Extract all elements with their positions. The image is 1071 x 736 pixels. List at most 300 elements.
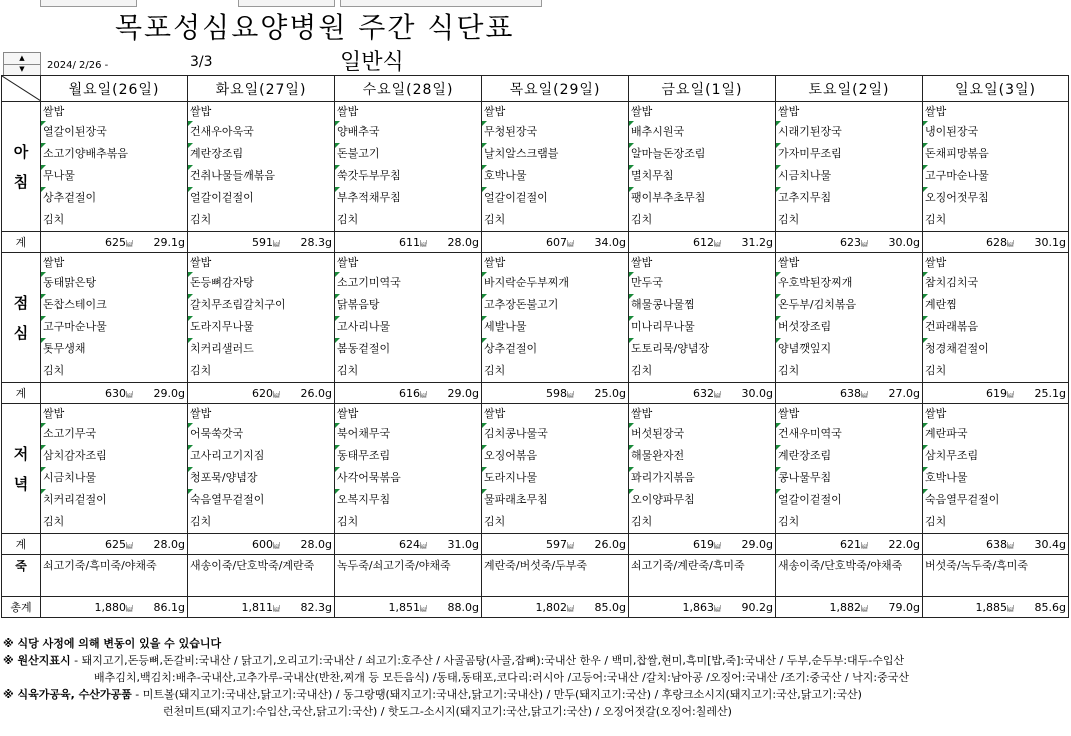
menu-item-text: 세발나물: [484, 320, 527, 333]
menu-item: [41, 360, 187, 382]
menu-item: [335, 102, 481, 121]
comment-marker-icon: [482, 489, 487, 494]
comment-marker-icon: [629, 143, 634, 148]
menu-item: [923, 316, 1068, 338]
comment-marker-icon: [629, 272, 634, 277]
menu-item: [629, 338, 775, 360]
menu-item: [923, 360, 1068, 382]
menu-item: [335, 338, 481, 360]
note-origin-label: ※ 원산지표시: [3, 654, 71, 667]
menu-item: [776, 272, 922, 294]
day-header: 금요일(1일): [629, 76, 776, 102]
menu-item: [776, 404, 922, 423]
menu-cell: [776, 404, 923, 534]
menu-item-text: 상추겉절이: [484, 342, 538, 355]
menu-item: [629, 253, 775, 272]
day-header: 수요일(28일): [335, 76, 482, 102]
subtotal-row: [2, 534, 1069, 555]
menu-item-text: 쌀밥: [925, 407, 947, 420]
menu-item: [776, 121, 922, 143]
comment-marker-icon: [923, 316, 928, 321]
menu-cell: [41, 102, 188, 232]
menu-item-text: 바지락순두부찌개: [484, 276, 570, 289]
menu-item-text: 김치: [925, 364, 947, 377]
comment-marker-icon: [482, 121, 487, 126]
kcal-unit: ㎉: [273, 239, 280, 248]
menu-item-text: 건파래볶음: [925, 320, 979, 333]
kcal-number: 632: [693, 386, 714, 400]
menu-item: [776, 467, 922, 489]
comment-marker-icon: [482, 165, 487, 170]
spin-down-icon[interactable]: ▼: [19, 65, 25, 73]
menu-item-text: 삼치무조림: [925, 449, 979, 462]
total-row: [2, 597, 1069, 618]
kcal-unit: ㎉: [714, 604, 721, 613]
comment-marker-icon: [776, 272, 781, 277]
menu-item-text: 동태무조림: [337, 449, 391, 462]
kcal-number: 1,851: [388, 600, 420, 614]
kcal-number: 591: [252, 235, 273, 249]
porridge-cell: 쇠고기죽/흑미죽/야채죽: [41, 555, 188, 597]
menu-item: [335, 511, 481, 533]
kcal-unit: ㎉: [126, 239, 133, 248]
subtotal-row: [2, 383, 1069, 404]
menu-item-text: 고사리나물: [337, 320, 391, 333]
total-cell: [482, 597, 629, 618]
menu-item: [335, 187, 481, 209]
menu-item: [188, 143, 334, 165]
kcal-number: 616: [399, 386, 420, 400]
menu-cell: [482, 404, 629, 534]
kcal-number: 600: [252, 537, 273, 551]
menu-item: [923, 294, 1068, 316]
menu-item-text: 동태맑은탕: [43, 276, 97, 289]
menu-item-text: 쌀밥: [925, 105, 947, 118]
menu-item-text: 쌀밥: [43, 105, 65, 118]
menu-item-text: 시금치나물: [778, 169, 832, 182]
kcal-unit: ㎉: [420, 604, 427, 613]
kcal-value: [85, 538, 133, 551]
menu-item: [776, 360, 922, 382]
menu-item-text: 봄동겉절이: [337, 342, 391, 355]
comment-marker-icon: [776, 121, 781, 126]
menu-item-text: 계란장조림: [778, 449, 832, 462]
kcal-value: [526, 538, 574, 551]
menu-item-text: 김치: [778, 364, 800, 377]
kcal-number: 1,880: [94, 600, 126, 614]
menu-item: [923, 253, 1068, 272]
comment-marker-icon: [188, 467, 193, 472]
menu-item-text: 시래기된장국: [778, 125, 842, 138]
total-protein: 86.1g: [153, 600, 185, 614]
protein-value: 30.4g: [1034, 537, 1066, 551]
menu-item: [776, 143, 922, 165]
comment-marker-icon: [335, 294, 340, 299]
menu-type: 일반식: [340, 50, 404, 75]
comment-marker-icon: [41, 316, 46, 321]
menu-item-text: 호박나물: [925, 471, 968, 484]
comment-marker-icon: [482, 272, 487, 277]
menu-item-text: 양념깻잎지: [778, 342, 832, 355]
menu-item-text: 미나리무나물: [631, 320, 695, 333]
menu-cell: [188, 102, 335, 232]
menu-item-text: 계란파국: [925, 427, 968, 440]
menu-item-text: 무청된장국: [484, 125, 538, 138]
kcal-number: 1,802: [535, 600, 567, 614]
comment-marker-icon: [188, 165, 193, 170]
subtotal-cell: [188, 232, 335, 253]
menu-cell: [41, 404, 188, 534]
menu-cell: [482, 253, 629, 383]
comment-marker-icon: [629, 338, 634, 343]
menu-item: [482, 445, 628, 467]
menu-item: [923, 209, 1068, 231]
menu-item: [923, 102, 1068, 121]
kcal-value: [379, 236, 427, 249]
menu-item-text: 가자미무조림: [778, 147, 842, 160]
comment-marker-icon: [629, 187, 634, 192]
menu-item: [482, 316, 628, 338]
comment-marker-icon: [41, 272, 46, 277]
total-label: 총계: [2, 597, 41, 618]
day-header: 화요일(27일): [188, 76, 335, 102]
comment-marker-icon: [335, 165, 340, 170]
menu-cell: [776, 253, 923, 383]
menu-item: [335, 445, 481, 467]
comment-marker-icon: [923, 489, 928, 494]
kcal-unit: ㎉: [126, 604, 133, 613]
spin-up-icon[interactable]: ▲: [4, 53, 40, 65]
comment-marker-icon: [923, 121, 928, 126]
date-spinner[interactable]: [3, 52, 41, 76]
menu-item-text: 양배추국: [337, 125, 380, 138]
menu-item-text: 고추지무침: [778, 191, 832, 204]
menu-item-text: 쌀밥: [925, 256, 947, 269]
menu-item: [923, 423, 1068, 445]
menu-item: [923, 187, 1068, 209]
menu-item-text: 도라지나물: [484, 471, 538, 484]
menu-item: [188, 165, 334, 187]
menu-item: [188, 272, 334, 294]
menu-item-text: 김치: [43, 364, 65, 377]
kcal-value: [526, 236, 574, 249]
menu-item: [482, 187, 628, 209]
menu-item: [41, 445, 187, 467]
kcal-unit: ㎉: [126, 541, 133, 550]
menu-item: [629, 143, 775, 165]
protein-value: 28.0g: [447, 235, 479, 249]
comment-marker-icon: [335, 338, 340, 343]
menu-item-text: 부추적채무침: [337, 191, 401, 204]
comment-marker-icon: [41, 489, 46, 494]
menu-item: [923, 489, 1068, 511]
menu-item: [629, 102, 775, 121]
kcal-number: 611: [399, 235, 420, 249]
kcal-number: 623: [840, 235, 861, 249]
comment-marker-icon: [629, 165, 634, 170]
meal-label-text: 아 침: [13, 142, 29, 191]
protein-value: 31.0g: [447, 537, 479, 551]
kcal-value: [379, 387, 427, 400]
comment-marker-icon: [776, 467, 781, 472]
subtotal-cell: [482, 232, 629, 253]
menu-item-text: 얼갈이겉절이: [778, 493, 842, 506]
menu-item: [335, 294, 481, 316]
total-cell: [923, 597, 1069, 618]
comment-marker-icon: [776, 165, 781, 170]
dinner-row: [2, 404, 1069, 534]
porridge-label: 죽: [2, 555, 41, 597]
kcal-unit: ㎉: [273, 541, 280, 550]
menu-item-text: 김치: [190, 364, 212, 377]
menu-item-text: 김치: [190, 515, 212, 528]
menu-item: [482, 489, 628, 511]
comment-marker-icon: [41, 338, 46, 343]
comment-marker-icon: [629, 294, 634, 299]
dinner-label: [2, 404, 41, 534]
menu-item-text: 돈채피망볶음: [925, 147, 989, 160]
kcal-unit: ㎉: [567, 541, 574, 550]
menu-item-text: 김치콩나물국: [484, 427, 548, 440]
kcal-number: 638: [840, 386, 861, 400]
subtotal-cell: [188, 383, 335, 404]
menu-cell: [335, 102, 482, 232]
subtotal-cell: [335, 534, 482, 555]
kcal-unit: ㎉: [1007, 541, 1014, 550]
day-header: 월요일(26일): [41, 76, 188, 102]
kcal-number: 619: [986, 386, 1007, 400]
notes: [3, 635, 1069, 720]
menu-item-text: 쌀밥: [190, 105, 212, 118]
kcal-number: 621: [840, 537, 861, 551]
menu-item: [335, 143, 481, 165]
menu-item-text: 소고기무국: [43, 427, 97, 440]
menu-item-text: 만두국: [631, 276, 663, 289]
menu-item-text: 계란찜: [925, 298, 957, 311]
menu-item-text: 쌀밥: [484, 407, 506, 420]
comment-marker-icon: [335, 467, 340, 472]
menu-item: [482, 423, 628, 445]
comment-marker-icon: [923, 143, 928, 148]
menu-item-text: 쌀밥: [484, 105, 506, 118]
comment-marker-icon: [335, 272, 340, 277]
menu-item: [923, 404, 1068, 423]
comment-marker-icon: [188, 316, 193, 321]
kcal-value: [820, 387, 868, 400]
menu-item: [335, 316, 481, 338]
comment-marker-icon: [482, 467, 487, 472]
menu-item-text: 사각어묵볶음: [337, 471, 401, 484]
kcal-number: 624: [399, 537, 420, 551]
menu-item-text: 김치: [190, 213, 212, 226]
total-kcal: [966, 601, 1014, 614]
subtotal-cell: [335, 383, 482, 404]
protein-value: 22.0g: [888, 537, 920, 551]
comment-marker-icon: [923, 272, 928, 277]
day-header: 일요일(3일): [923, 76, 1069, 102]
comment-marker-icon: [41, 143, 46, 148]
menu-cell: [629, 404, 776, 534]
subtotal-cell: [482, 534, 629, 555]
menu-item: [188, 253, 334, 272]
subtotal-cell: [923, 383, 1069, 404]
menu-item-text: 소고기미역국: [337, 276, 401, 289]
menu-item: [776, 294, 922, 316]
comment-marker-icon: [923, 467, 928, 472]
comment-marker-icon: [188, 294, 193, 299]
comment-marker-icon: [923, 338, 928, 343]
comment-marker-icon: [482, 445, 487, 450]
subtotal-label: 계: [2, 534, 41, 555]
menu-item: [41, 143, 187, 165]
protein-value: 30.0g: [888, 235, 920, 249]
protein-value: 28.0g: [300, 537, 332, 551]
menu-item: [335, 165, 481, 187]
porridge-cell: 쇠고기죽/계란죽/흑미죽: [629, 555, 776, 597]
kcal-unit: ㎉: [714, 239, 721, 248]
menu-item: [482, 209, 628, 231]
menu-item: [482, 143, 628, 165]
menu-item-text: 계란장조림: [190, 147, 244, 160]
kcal-number: 612: [693, 235, 714, 249]
menu-item: [482, 165, 628, 187]
kcal-number: 619: [693, 537, 714, 551]
kcal-value: [820, 236, 868, 249]
menu-item: [41, 121, 187, 143]
menu-cell: [188, 404, 335, 534]
kcal-number: 597: [546, 537, 567, 551]
kcal-value: [85, 236, 133, 249]
comment-marker-icon: [482, 423, 487, 428]
porridge-cell: 새송이죽/단호박죽/계란죽: [188, 555, 335, 597]
menu-item-text: 톳무생채: [43, 342, 86, 355]
comment-marker-icon: [776, 143, 781, 148]
menu-item: [629, 209, 775, 231]
kcal-value: [526, 387, 574, 400]
comment-marker-icon: [41, 165, 46, 170]
kcal-unit: ㎉: [714, 390, 721, 399]
menu-item: [482, 102, 628, 121]
menu-item: [188, 423, 334, 445]
menu-item-text: 온두부/김치볶음: [778, 298, 857, 311]
kcal-value: [232, 538, 280, 551]
menu-item: [776, 511, 922, 533]
menu-item: [776, 423, 922, 445]
menu-item-text: 돈등뼈감자탕: [190, 276, 254, 289]
menu-item-text: 쌀밥: [43, 407, 65, 420]
comment-marker-icon: [923, 294, 928, 299]
kcal-number: 1,863: [682, 600, 714, 614]
menu-item: [41, 423, 187, 445]
menu-item-text: 소고기양배추볶음: [43, 147, 129, 160]
total-cell: [776, 597, 923, 618]
menu-item: [188, 445, 334, 467]
subtotal-cell: [41, 232, 188, 253]
menu-item-text: 치커리샐러드: [190, 342, 254, 355]
corner-cell: [2, 76, 41, 102]
menu-item: [188, 489, 334, 511]
comment-marker-icon: [776, 187, 781, 192]
menu-cell: [41, 253, 188, 383]
kcal-value: [673, 236, 721, 249]
menu-item: [776, 316, 922, 338]
subtotal-label: 계: [2, 383, 41, 404]
subtotal-row: [2, 232, 1069, 253]
kcal-unit: ㎉: [567, 390, 574, 399]
menu-item-text: 김치: [484, 515, 506, 528]
menu-item: [188, 102, 334, 121]
total-protein: 85.0g: [594, 600, 626, 614]
kcal-unit: ㎉: [714, 541, 721, 550]
menu-item: [41, 294, 187, 316]
menu-item: [482, 272, 628, 294]
total-protein: 82.3g: [300, 600, 332, 614]
menu-item-text: 김치: [631, 213, 653, 226]
menu-item-text: 돈찹스테이크: [43, 298, 107, 311]
kcal-unit: ㎉: [1007, 604, 1014, 613]
menu-item-text: 돈불고기: [337, 147, 380, 160]
menu-item: [629, 294, 775, 316]
total-kcal: [232, 601, 280, 614]
menu-item: [335, 360, 481, 382]
lunch-row: [2, 253, 1069, 383]
kcal-value: [379, 538, 427, 551]
menu-item: [41, 272, 187, 294]
subtotal-cell: [629, 383, 776, 404]
protein-value: 30.1g: [1034, 235, 1066, 249]
breakfast-row: [2, 102, 1069, 232]
comment-marker-icon: [335, 121, 340, 126]
subtotal-cell: [41, 383, 188, 404]
menu-item: [482, 404, 628, 423]
menu-item-text: 김치: [925, 213, 947, 226]
menu-item: [482, 253, 628, 272]
menu-item-text: 쌀밥: [484, 256, 506, 269]
breakfast-label: [2, 102, 41, 232]
menu-item: [482, 360, 628, 382]
menu-item-text: 멸치무침: [631, 169, 674, 182]
menu-item: [629, 316, 775, 338]
menu-item: [41, 187, 187, 209]
protein-value: 30.0g: [741, 386, 773, 400]
note-origin-cont: 배추김치,백김치:배추-국내산,고추가루-국내산(반찬,찌개 등 모든음식) /동태,동태포,코다리:러시아 /고등어:국내산 /갈치:남아공 /오징어:국내산 /조기:중국산 / 낙지:중국산: [94, 671, 909, 684]
menu-item-text: 물파래초무침: [484, 493, 548, 506]
menu-item: [629, 360, 775, 382]
menu-item: [923, 511, 1068, 533]
comment-marker-icon: [923, 445, 928, 450]
menu-item: [41, 253, 187, 272]
protein-value: 26.0g: [300, 386, 332, 400]
menu-item: [776, 338, 922, 360]
menu-item-text: 김치: [778, 515, 800, 528]
menu-item: [335, 467, 481, 489]
protein-value: 26.0g: [594, 537, 626, 551]
kcal-number: 1,811: [241, 600, 273, 614]
comment-marker-icon: [482, 143, 487, 148]
menu-item: [629, 121, 775, 143]
comment-marker-icon: [335, 445, 340, 450]
lunch-label: [2, 253, 41, 383]
kcal-unit: ㎉: [273, 604, 280, 613]
menu-item-text: 냉이된장국: [925, 125, 979, 138]
kcal-value: [232, 387, 280, 400]
comment-marker-icon: [923, 187, 928, 192]
menu-item: [335, 489, 481, 511]
menu-item-text: 도토리묵/양념장: [631, 342, 710, 355]
menu-item: [335, 209, 481, 231]
day-header: 토요일(2일): [776, 76, 923, 102]
menu-item-text: 참치김치국: [925, 276, 979, 289]
